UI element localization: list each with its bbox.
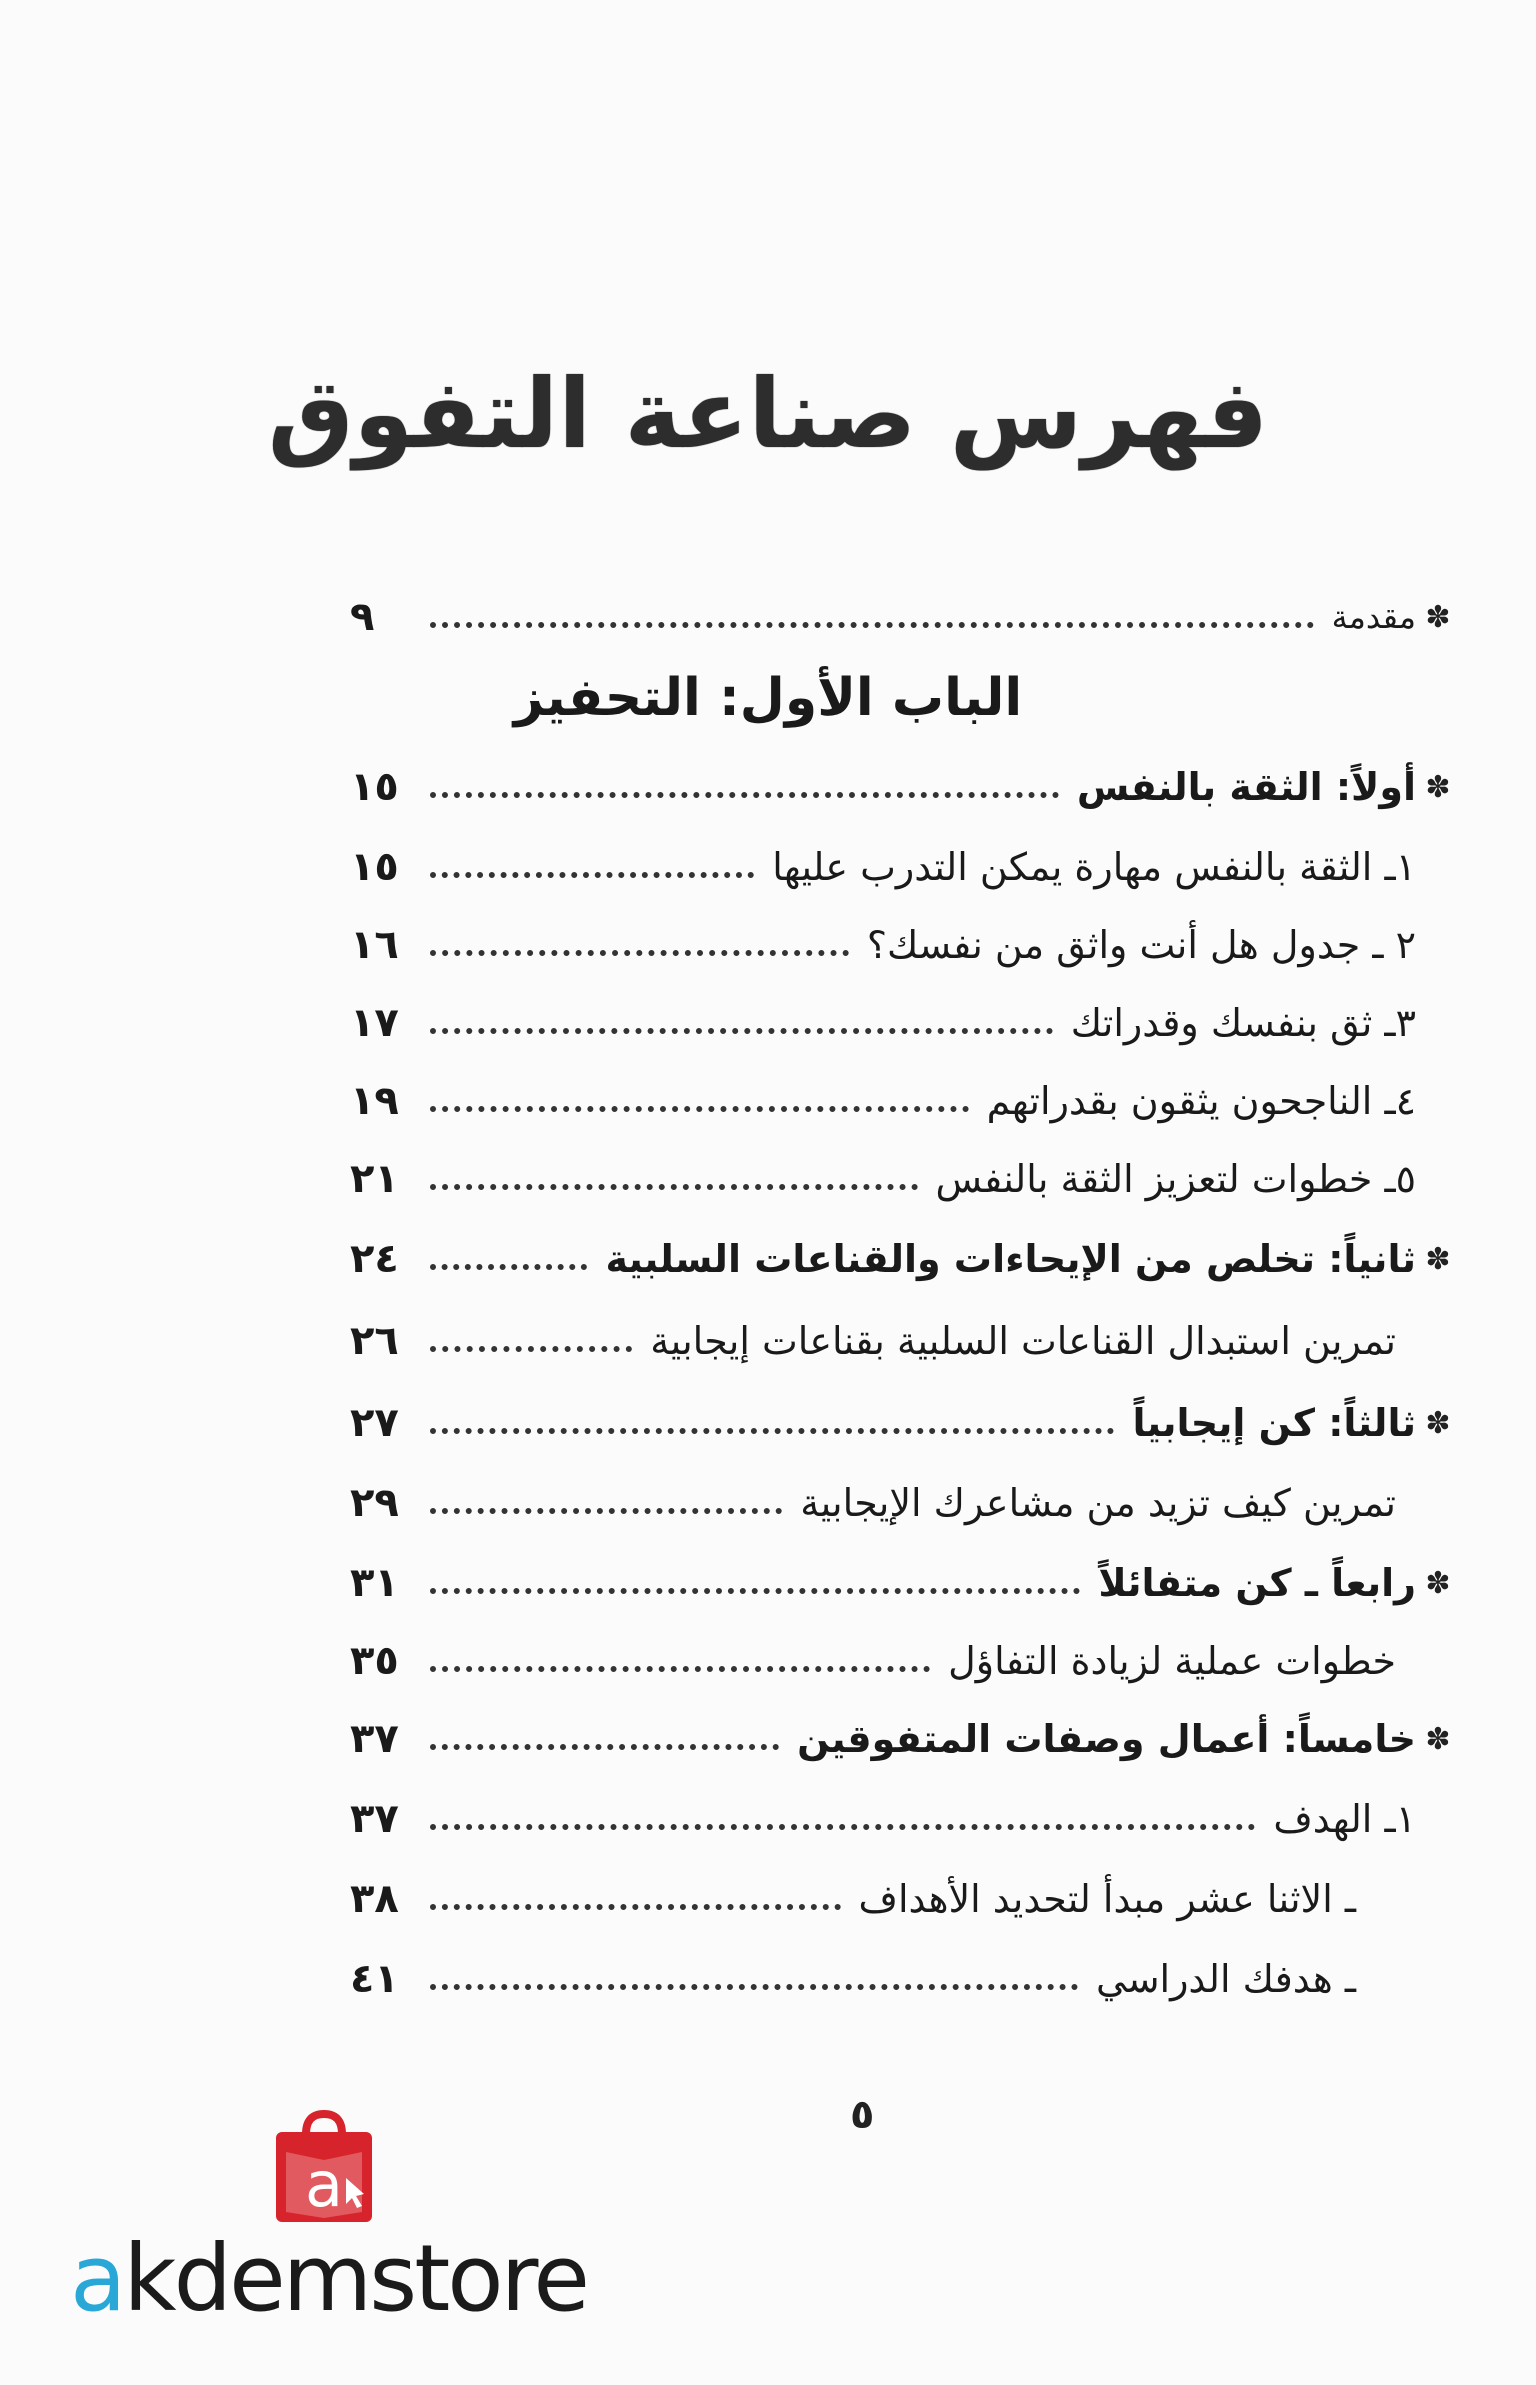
toc-prefix: أولاً: — [1335, 765, 1416, 809]
dot-leader — [430, 1666, 930, 1672]
toc-page: ٢٦ — [350, 1318, 399, 1364]
toc-page: ٣٧ — [350, 1716, 399, 1762]
toc-prefix: رابعاً ـ — [1304, 1561, 1416, 1605]
dot-leader — [430, 1984, 1078, 1990]
toc-row — [350, 1226, 1460, 1292]
logo-letter: a — [305, 2148, 343, 2221]
dot-leader — [430, 622, 1314, 628]
brand-logo-text: kdemstore — [123, 2225, 587, 2332]
asterisk-icon: ✽ — [1425, 1565, 1451, 1601]
toc-page: ١٦ — [350, 922, 399, 968]
toc-row — [350, 1470, 1460, 1536]
toc-page: ١٥ — [350, 764, 399, 810]
asterisk-icon: ✽ — [1425, 1405, 1451, 1441]
toc-row — [350, 1146, 1460, 1212]
toc-row — [350, 1786, 1460, 1852]
asterisk-icon: ✽ — [1425, 599, 1451, 635]
toc-label: تمرين كيف تزيد من مشاعرك الإيجابية — [800, 1481, 1396, 1525]
dot-leader — [430, 1028, 1053, 1034]
asterisk-icon: ✽ — [1425, 1241, 1451, 1277]
toc-row — [350, 1866, 1460, 1932]
toc-page: ١٧ — [350, 1000, 399, 1046]
toc-page: ٣٥ — [350, 1638, 399, 1684]
toc-label: تمرين استبدال القناعات السلبية بقناعات إيجابية — [650, 1319, 1396, 1363]
toc-row — [350, 912, 1460, 978]
toc-row-intro — [350, 584, 1460, 650]
toc-row — [350, 754, 1460, 820]
dot-leader — [430, 1588, 1080, 1594]
brand-logo — [70, 2225, 587, 2332]
asterisk-icon: ✽ — [1425, 769, 1451, 805]
toc-label: كن متفائلاً — [1098, 1561, 1292, 1605]
toc-label: ٢ ـ جدول هل أنت واثق من نفسك؟ — [866, 923, 1416, 967]
toc-label: خطوات عملية لزيادة التفاؤل — [948, 1639, 1396, 1683]
toc-prefix: ثانياً: — [1328, 1237, 1416, 1281]
toc-row — [350, 1390, 1460, 1456]
toc-page: ١٩ — [350, 1078, 399, 1124]
dot-leader — [430, 950, 849, 956]
toc-page: ٢١ — [350, 1156, 399, 1202]
page-title: فهرس صناعة التفوق — [267, 358, 1269, 470]
page-number: ٥ — [850, 2092, 875, 2138]
toc-prefix: خامساً: — [1282, 1717, 1416, 1761]
toc-label: مقدمة — [1331, 598, 1416, 636]
dot-leader — [430, 872, 754, 878]
dot-leader — [430, 1508, 782, 1514]
toc-row — [350, 1628, 1460, 1694]
toc-page: ٣١ — [350, 1560, 399, 1606]
asterisk-icon: ✽ — [1425, 1721, 1451, 1757]
toc-label: ١ـ الثقة بالنفس مهارة يمكن التدرب عليها — [772, 845, 1416, 889]
dot-leader — [430, 1744, 779, 1750]
dot-leader — [430, 1184, 918, 1190]
dot-leader — [430, 1428, 1114, 1434]
toc-label: الثقة بالنفس — [1076, 765, 1323, 809]
toc-page: ٢٤ — [350, 1236, 399, 1282]
toc-page: ٣٧ — [350, 1796, 399, 1842]
shopping-bag-logo-icon — [268, 2110, 380, 2228]
dot-leader — [430, 1346, 632, 1352]
dot-leader — [430, 1106, 969, 1112]
toc-page: ٤١ — [350, 1956, 399, 2002]
toc-label: ٣ـ ثق بنفسك وقدراتك — [1070, 1001, 1416, 1045]
toc-row — [350, 1706, 1460, 1772]
toc-row — [350, 1946, 1460, 2012]
toc-page: ٩ — [350, 594, 375, 640]
toc-page: ٢٩ — [350, 1480, 399, 1526]
toc-row — [350, 834, 1460, 900]
toc-label: ٥ـ خطوات لتعزيز الثقة بالنفس — [935, 1157, 1416, 1201]
toc-label: ـ هدفك الدراسي — [1096, 1957, 1356, 2001]
toc-label: تخلص من الإيحاءات والقناعات السلبية — [605, 1237, 1315, 1281]
chapter-heading: الباب الأول: التحفيز — [513, 668, 1023, 728]
toc-row — [350, 1550, 1460, 1616]
toc-label: أعمال وصفات المتفوقين — [797, 1717, 1270, 1761]
toc-label: ـ الاثنا عشر مبدأ لتحديد الأهداف — [858, 1877, 1356, 1921]
toc-label: ١ـ الهدف — [1273, 1797, 1416, 1841]
toc-row — [350, 990, 1460, 1056]
toc-page: ١٥ — [350, 844, 399, 890]
dot-leader — [430, 792, 1059, 798]
toc-label: كن إيجابياً — [1132, 1401, 1315, 1445]
toc-row — [350, 1068, 1460, 1134]
dot-leader — [430, 1824, 1255, 1830]
brand-logo-prefix: a — [70, 2225, 124, 2332]
toc-prefix: ثالثاً: — [1328, 1401, 1416, 1445]
toc-row — [350, 1308, 1460, 1374]
dot-leader — [430, 1904, 841, 1910]
toc-page: ٢٧ — [350, 1400, 399, 1446]
toc-page: ٣٨ — [350, 1876, 399, 1922]
dot-leader — [430, 1264, 587, 1270]
toc-label: ٤ـ الناجحون يثقون بقدراتهم — [986, 1079, 1416, 1123]
